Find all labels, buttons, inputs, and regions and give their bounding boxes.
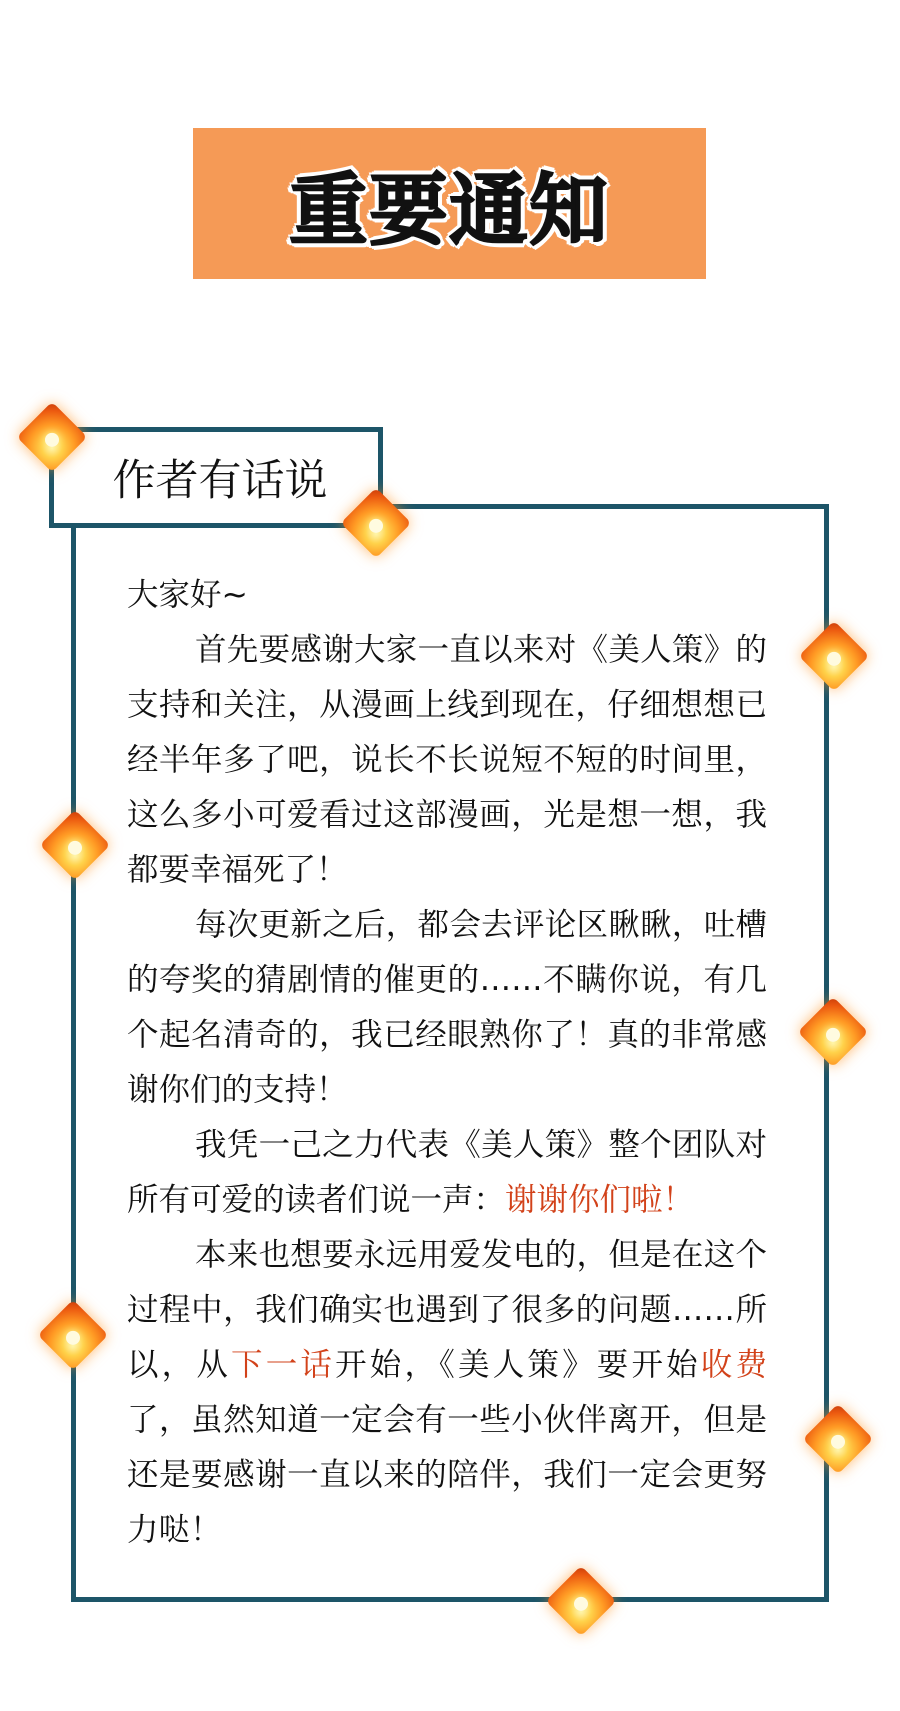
paragraph-3-text: 我凭一己之力代表《美人策》整个团队对所有可爱的读者们说一声： (127, 1127, 767, 1218)
paragraph-4-part-3: 了，虽然知道一定会有一些小伙伴离开，但是还是要感谢一直以来的陪伴，我们一定会更努力哒！ (127, 1402, 767, 1548)
greeting: 大家好~ (127, 577, 248, 613)
thanks-highlight: 谢谢你们啦！ (505, 1182, 695, 1218)
paid-highlight: 收费 (700, 1347, 767, 1383)
paragraph-4-part-1: 本来也想要永远用爱发电的，但是在这个过程中，我们确实也遇到了很多的问题……所以，从 (127, 1237, 767, 1383)
section-tab (49, 427, 383, 528)
paragraph-4-part-2: 开始，《美人策》要开始 (335, 1347, 701, 1383)
next-chapter-highlight: 下一话 (231, 1347, 336, 1383)
title-banner (193, 128, 706, 279)
page-title: 重要通知 (289, 165, 610, 256)
paragraph-4 (127, 1228, 767, 1558)
paragraph-1: 首先要感谢大家一直以来对《美人策》的支持和关注，从漫画上线到现在，仔细想想已经半年多了吧，说长不长说短不短的时间里，这么多小可爱看过这部漫画，光是想一想，我都要幸福死了！ (127, 632, 767, 888)
notice-body (127, 568, 767, 1558)
paragraph-2: 每次更新之后，都会去评论区瞅瞅，吐槽的夸奖的猜剧情的催更的……不瞒你说，有几个起名清奇的，我已经眼熟你了！真的非常感谢你们的支持！ (127, 907, 767, 1108)
section-title: 作者有话说 (112, 456, 328, 506)
paragraph-3 (127, 1118, 767, 1228)
